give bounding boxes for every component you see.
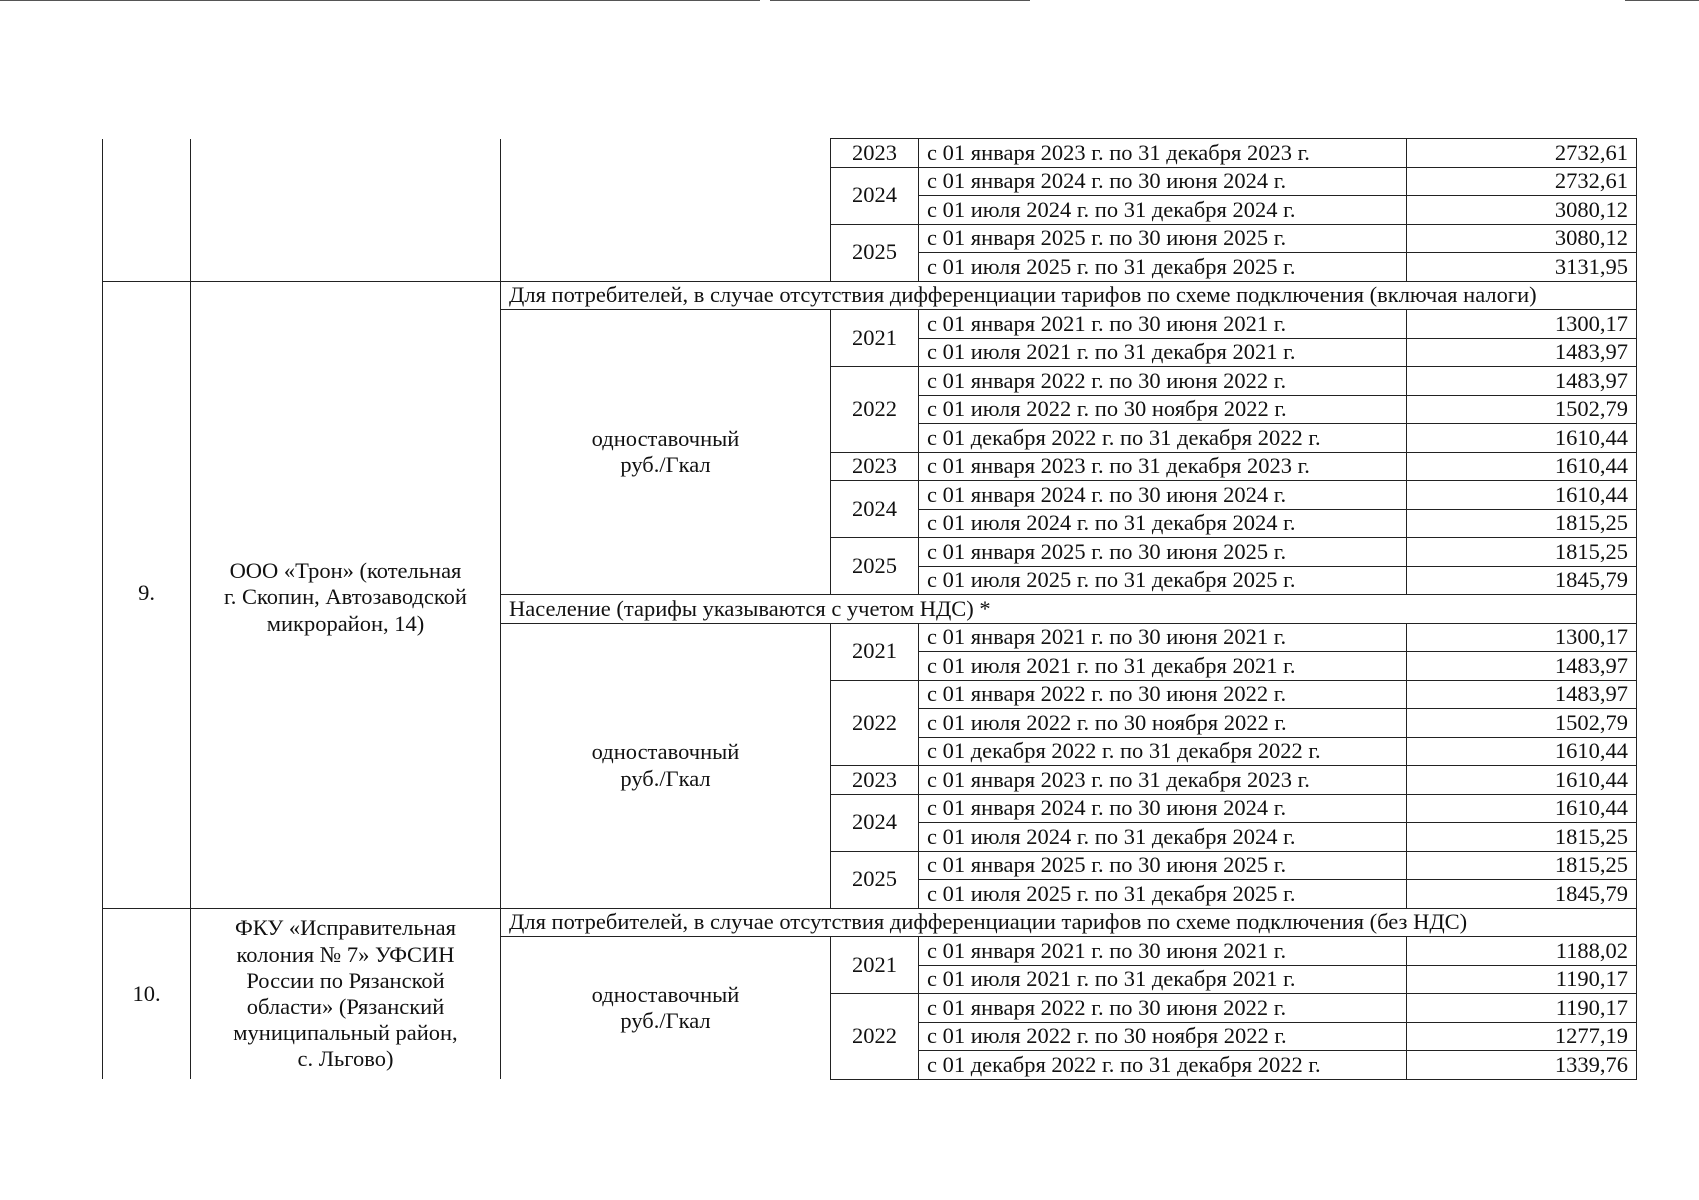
year-cell: 2023 [831,139,919,168]
year-cell: 2023 [831,766,919,795]
tariff-unit-label: руб./Гкал [620,452,711,477]
period-cell: с 01 июля 2021 г. по 31 декабря 2021 г. [919,338,1407,367]
year-cell: 2021 [831,623,919,680]
period-cell: с 01 июля 2024 г. по 31 декабря 2024 г. [919,509,1407,538]
year-cell: 2021 [831,310,919,367]
year-cell: 2024 [831,794,919,851]
value-cell: 2732,61 [1407,139,1637,168]
year-cell: 2024 [831,481,919,538]
period-cell: с 01 января 2021 г. по 30 июня 2021 г. [919,310,1407,339]
period-cell: с 01 января 2021 г. по 30 июня 2021 г. [919,937,1407,966]
value-cell: 1610,44 [1407,481,1637,510]
value-cell: 1502,79 [1407,709,1637,738]
value-cell: 2732,61 [1407,167,1637,196]
year-cell: 2025 [831,538,919,595]
value-cell: 3080,12 [1407,196,1637,225]
tariff-table [102,138,1637,1080]
period-cell: с 01 июля 2021 г. по 31 декабря 2021 г. [919,652,1407,681]
period-cell: с 01 января 2022 г. по 30 июня 2022 г. [919,367,1407,396]
year-cell: 2025 [831,224,919,281]
value-cell: 1502,79 [1407,395,1637,424]
period-cell: с 01 июля 2022 г. по 30 ноября 2022 г. [919,395,1407,424]
tariff-unit-label: руб./Гкал [620,1008,711,1033]
period-cell: с 01 января 2022 г. по 30 июня 2022 г. [919,680,1407,709]
period-cell: с 01 января 2024 г. по 30 июня 2024 г. [919,167,1407,196]
organization-line: России по Рязанской [246,967,445,993]
section-header: Население (тарифы указываются с учетом НДС) * [501,595,1637,624]
year-cell: 2025 [831,851,919,908]
period-cell: с 01 июля 2024 г. по 31 декабря 2024 г. [919,823,1407,852]
tariff-type-cell [501,139,831,282]
period-cell: с 01 января 2023 г. по 31 декабря 2023 г. [919,452,1407,481]
tariff-type-label: одноставочный [591,981,740,1007]
value-cell: 1300,17 [1407,623,1637,652]
value-cell: 1815,25 [1407,509,1637,538]
top-scan-line [1625,0,1699,1]
section-header: Для потребителей, в случае отсутствия дифференциации тарифов по схеме подключения (без НДС) [501,908,1637,937]
period-cell: с 01 июля 2022 г. по 30 ноября 2022 г. [919,1022,1407,1051]
tariff-type-label: одноставочный [591,739,740,765]
tariff-type-cell [501,623,831,908]
year-cell: 2022 [831,367,919,453]
organization-line: микрорайон, 14) [266,611,425,637]
period-cell: с 01 января 2025 г. по 30 июня 2025 г. [919,851,1407,880]
top-scan-line [0,0,760,1]
period-cell: с 01 декабря 2022 г. по 31 декабря 2022 г. [919,737,1407,766]
value-cell: 1610,44 [1407,766,1637,795]
value-cell: 1845,79 [1407,566,1637,595]
entry-number: 10. [132,980,161,1006]
period-cell: с 01 января 2024 г. по 30 июня 2024 г. [919,481,1407,510]
organization-line: с. Льгово) [297,1045,394,1071]
value-cell: 1483,97 [1407,680,1637,709]
period-cell: с 01 января 2021 г. по 30 июня 2021 г. [919,623,1407,652]
value-cell: 1300,17 [1407,310,1637,339]
year-cell: 2022 [831,680,919,766]
section-header-row [103,281,1637,310]
period-cell: с 01 июля 2022 г. по 30 ноября 2022 г. [919,709,1407,738]
organization-cell [191,281,501,908]
value-cell: 1815,25 [1407,538,1637,567]
value-cell: 3131,95 [1407,253,1637,282]
section-header-row [103,908,1637,937]
value-cell: 1483,97 [1407,367,1637,396]
value-cell: 1483,97 [1407,338,1637,367]
value-cell: 1610,44 [1407,424,1637,453]
number-cell [103,139,191,282]
value-cell: 1190,17 [1407,994,1637,1023]
period-cell: с 01 января 2025 г. по 30 июня 2025 г. [919,224,1407,253]
organization-line: г. Скопин, Автозаводской [224,584,467,610]
value-cell: 3080,12 [1407,224,1637,253]
entry-number: 9. [138,579,155,605]
year-cell: 2023 [831,452,919,481]
organization-line: области» (Рязанский [246,993,445,1019]
organization-line: ООО «Трон» (котельная [229,557,462,583]
organization-name [191,558,500,638]
organization-line: колония № 7» УФСИН [236,941,455,967]
value-cell: 1610,44 [1407,452,1637,481]
organization-line: ФКУ «Исправительная [234,915,456,941]
year-cell: 2024 [831,167,919,224]
value-cell: 1190,17 [1407,965,1637,994]
value-cell: 1610,44 [1407,794,1637,823]
organization-cell [191,908,501,1079]
entry-number-cell [103,281,191,908]
period-cell: с 01 июля 2021 г. по 31 декабря 2021 г. [919,965,1407,994]
table-row [103,139,1637,168]
value-cell: 1815,25 [1407,823,1637,852]
period-cell: с 01 июля 2025 г. по 31 декабря 2025 г. [919,880,1407,909]
year-cell: 2022 [831,994,919,1080]
year-cell: 2021 [831,937,919,994]
section-header: Для потребителей, в случае отсутствия дифференциации тарифов по схеме подключения (включая налоги) [501,281,1637,310]
value-cell: 1483,97 [1407,652,1637,681]
tariff-unit-label: руб./Гкал [620,765,711,791]
tariff-type-cell [501,310,831,595]
organization-cell [191,139,501,282]
period-cell: с 01 января 2024 г. по 30 июня 2024 г. [919,794,1407,823]
value-cell: 1188,02 [1407,937,1637,966]
period-cell: с 01 июля 2024 г. по 31 декабря 2024 г. [919,196,1407,225]
value-cell: 1845,79 [1407,880,1637,909]
period-cell: с 01 декабря 2022 г. по 31 декабря 2022 г. [919,1051,1407,1080]
period-cell: с 01 июля 2025 г. по 31 декабря 2025 г. [919,566,1407,595]
tariff-type-label: одноставочный [591,425,740,451]
period-cell: с 01 января 2022 г. по 30 июня 2022 г. [919,994,1407,1023]
value-cell: 1815,25 [1407,851,1637,880]
entry-number-cell [103,908,191,1079]
value-cell: 1339,76 [1407,1051,1637,1080]
period-cell: с 01 января 2023 г. по 31 декабря 2023 г. [919,139,1407,168]
top-scan-line [770,0,1030,1]
value-cell: 1277,19 [1407,1022,1637,1051]
period-cell: с 01 июля 2025 г. по 31 декабря 2025 г. [919,253,1407,282]
period-cell: с 01 января 2025 г. по 30 июня 2025 г. [919,538,1407,567]
period-cell: с 01 января 2023 г. по 31 декабря 2023 г. [919,766,1407,795]
period-cell: с 01 декабря 2022 г. по 31 декабря 2022 г. [919,424,1407,453]
tariff-type-cell [501,937,831,1080]
value-cell: 1610,44 [1407,737,1637,766]
organization-line: муниципальный район, [233,1019,458,1045]
